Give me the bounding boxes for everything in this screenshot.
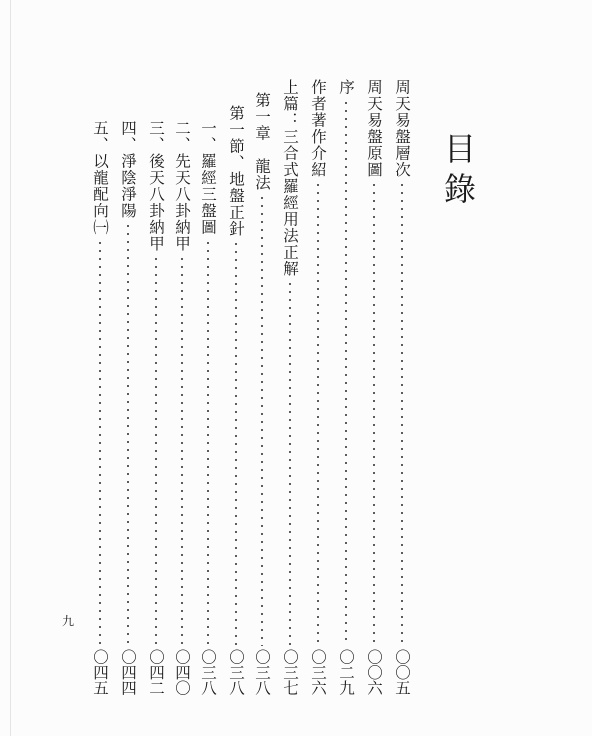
toc-entry-title: 周天易盤層次 (393, 79, 411, 178)
toc-entry-title: 二、先天八卦納甲 (173, 120, 191, 252)
toc-entry[interactable] (146, 120, 166, 695)
toc-entry-title: 一、羅經三盤圖 (199, 120, 217, 236)
toc-entry-page: 〇〇六 (365, 648, 383, 695)
toc-entry-page: 〇三八 (227, 648, 245, 695)
toc-leader-dots (317, 181, 319, 646)
toc-leader-dots (235, 240, 237, 646)
toc-entry-title: 周天易盤原圖 (365, 79, 383, 178)
title-char-2: 錄 (443, 170, 476, 208)
toc-leader-dots (127, 222, 129, 646)
toc-entry-page: 〇〇五 (393, 648, 411, 695)
toc-entry-page: 〇四〇 (173, 648, 191, 695)
toc-entry-page: 〇四五 (91, 648, 109, 695)
page-gutter-line (10, 0, 11, 736)
page-title (440, 130, 480, 213)
toc-entry-title: 五、以龍配向㈠ (91, 120, 109, 236)
toc-entry-page: 〇三七 (281, 648, 299, 695)
toc-entry-page: 〇四四 (119, 648, 137, 695)
toc-entry-page: 〇三八 (199, 648, 217, 695)
toc-entry[interactable] (252, 92, 272, 695)
toc-entry-page: 〇三六 (309, 648, 327, 695)
toc-entry-title: 序 (337, 79, 355, 96)
toc-entry[interactable] (336, 79, 356, 695)
toc-entry[interactable] (198, 120, 218, 695)
toc-entry-title: 四、淨陰淨陽 (119, 120, 137, 219)
page-folio-number: 九 (62, 614, 75, 628)
title-char-1: 目 (443, 130, 476, 168)
toc-entry-title: 上篇：三合式羅經用法正解 (281, 79, 299, 277)
toc-entry[interactable] (118, 120, 138, 695)
toc-entry[interactable] (392, 79, 412, 695)
toc-leader-dots (289, 280, 291, 646)
toc-entry-page: 〇四二 (147, 648, 165, 695)
toc-leader-dots (181, 255, 183, 646)
toc-leader-dots (99, 239, 101, 646)
toc-leader-dots (261, 194, 263, 646)
toc-leader-dots (345, 99, 347, 646)
toc-entry-title: 作者著作介紹 (309, 79, 327, 178)
toc-entry[interactable] (172, 120, 192, 695)
toc-entry-title: 三、後天八卦納甲 (147, 120, 165, 252)
toc-leader-dots (373, 181, 375, 646)
toc-leader-dots (207, 239, 209, 646)
toc-entry-title: 第一章 龍法 (253, 92, 271, 191)
toc-entry-page: 〇三八 (253, 648, 271, 695)
toc-entry-title: 第一節、地盤正針 (227, 105, 245, 237)
toc-leader-dots (401, 181, 403, 646)
toc-leader-dots (155, 255, 157, 646)
toc-entry[interactable] (226, 105, 246, 695)
toc-entry[interactable] (308, 79, 328, 695)
toc-entry[interactable] (90, 120, 110, 695)
toc-entry[interactable] (280, 79, 300, 695)
toc-entry-page: 〇二九 (337, 648, 355, 695)
toc-entry[interactable] (364, 79, 384, 695)
